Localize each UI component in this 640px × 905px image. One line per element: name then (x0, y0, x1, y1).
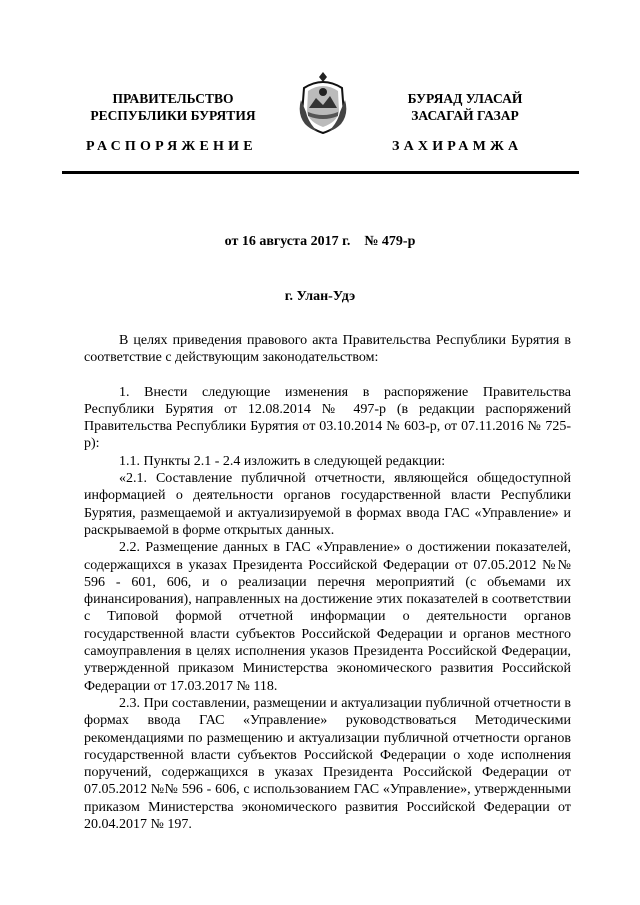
government-name-line-2: РЕСПУБЛИКИ БУРЯТИЯ (90, 108, 256, 123)
document-body (84, 332, 571, 833)
document-type-russian: РАСПОРЯЖЕНИЕ (86, 139, 257, 154)
paragraph-item-2-3: 2.3. При составлении, размещении и актуализации публичной отчетности в формах ввода ГАС «Управление» руководствоваться Методическими рекомендациями по размещению и актуализации публичной отчетности органов государственной власти субъектов Российской Федерации о ходе исполнения поручений, содержащихся в указах Президента Российской Федерации от 07.05.2012 №№ 596 - 606, с использованием ГАС «Управление», утвержденными приказом Министерства экономического развития Российской Федерации от 20.04.2017 № 197. (84, 695, 571, 833)
government-name-line-1: ПРАВИТЕЛЬСТВО (112, 91, 234, 106)
coat-of-arms-buryatia-icon (296, 70, 350, 136)
document-date-number: от 16 августа 2017 г. № 479-р (224, 234, 416, 249)
paragraph-item-1-1: 1.1. Пункты 2.1 - 2.4 изложить в следующей редакции: (119, 453, 446, 469)
government-name-russian (63, 90, 283, 124)
government-name-buryat-line-2: ЗАСАГАЙ ГАЗАР (411, 108, 519, 123)
government-name-buryat (355, 90, 575, 124)
paragraph-preamble: В целях приведения правового акта Правительства Республики Бурятия в соответствие с действующим законодательством: (84, 333, 571, 366)
paragraph-item-2-2: 2.2. Размещение данных в ГАС «Управление» о достижении показателей, содержащихся в указах Президента Российской Федерации от 07.05.2012 №№ 596 - 601, 606, и о реализации перечня мероприятий (с объемами их финансирования), направленных на достижение этих показателей в соответствии с Типовой формой отчетной информации о деятельности органов государственной власти субъектов Российской Федерации и органов местного самоуправления в целях исполнения указов Президента Российской Федерации, утвержденной приказом Министерства экономического развития Российской Федерации от 17.03.2017 № 118. (84, 540, 571, 694)
paragraph-item-2-1: «2.1. Составление публичной отчетности, являющейся общедоступной информацией о деятельности органов государственной власти Республики Бурятия, размещаемой и актуализируемой в формах ввода ГАС «Управление» и раскрываемой в форме открытых данных. (84, 471, 571, 538)
header-divider (62, 171, 579, 174)
paragraph-item-1: 1. Внести следующие изменения в распоряжение Правительства Республики Бурятия от 12.08.2014 № 497-р (в редакции распоряжений Правительства Республики Бурятия от 03.10.2014 № 603-р, от 07.11.2016 № 725-р): (84, 384, 571, 452)
document-type-buryat: ЗАХИРАМЖА (392, 139, 523, 154)
document-place: г. Улан-Удэ (284, 289, 356, 304)
government-name-buryat-line-1: БУРЯАД УЛАСАЙ (407, 91, 523, 106)
